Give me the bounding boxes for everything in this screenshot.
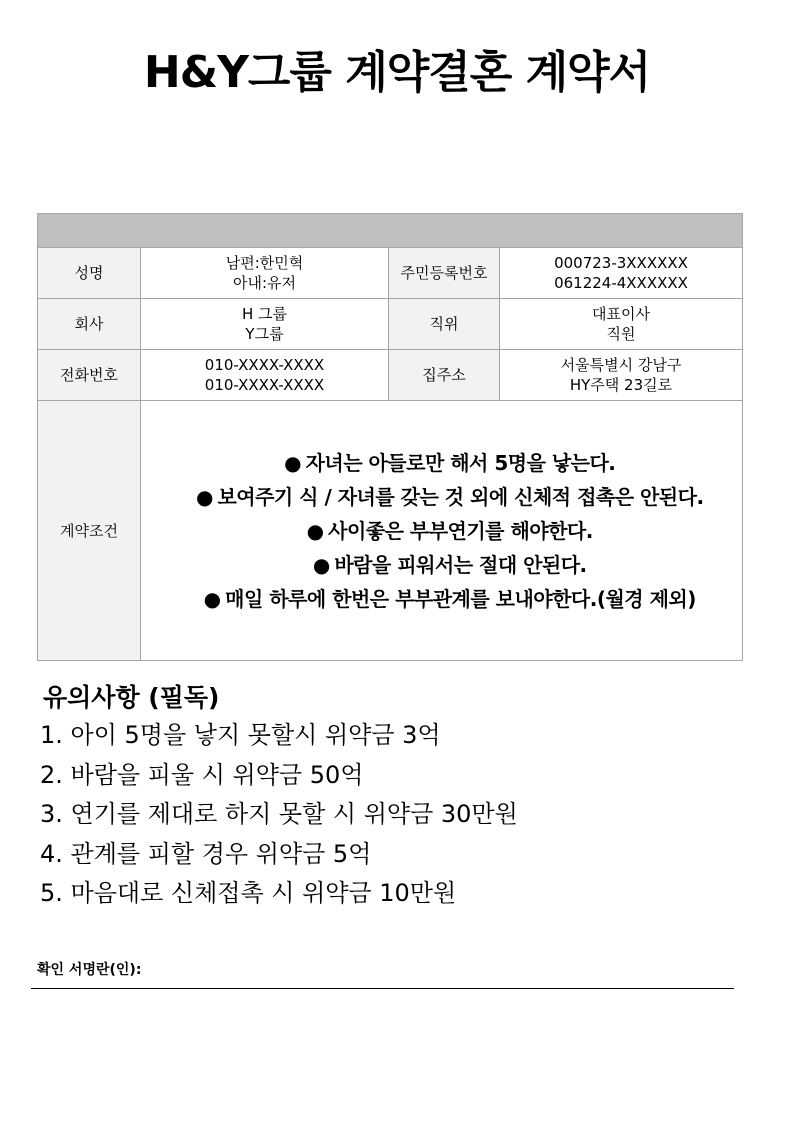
table-header-bar	[38, 214, 743, 248]
signature-line	[31, 988, 734, 989]
value-resident-number	[500, 248, 743, 299]
conditions-cell	[141, 401, 743, 661]
bullet-icon: ●	[312, 552, 330, 577]
condition-item	[157, 446, 738, 480]
note-item: 2. 바람을 피울 시 위약금 50억	[40, 760, 364, 789]
condition-text: 사이좋은 부부연기를 해야한다.	[328, 518, 593, 543]
value-position	[500, 299, 743, 350]
value-name-line-1: 남편:한민혁	[225, 254, 304, 272]
notes-list	[40, 716, 518, 914]
label-company: 회사	[38, 299, 141, 350]
label-position: 직위	[389, 299, 500, 350]
value-address-line-1: 서울특별시 강남구	[560, 356, 682, 374]
value-position-line-1: 대표이사	[592, 305, 650, 323]
value-company-line-1: H 그룹	[241, 305, 288, 323]
condition-item	[157, 582, 738, 616]
condition-text: 자녀는 아들로만 해서 5명을 낳는다.	[305, 450, 616, 475]
label-phone: 전화번호	[38, 350, 141, 401]
value-resident-number-line-1: 000723-3XXXXXX	[554, 254, 688, 272]
document-title: H&Y그룹 계약결혼 계약서	[143, 47, 651, 98]
bullet-icon: ●	[306, 518, 324, 543]
value-resident-number-line-2: 061224-4XXXXXX	[554, 274, 688, 292]
bullet-icon: ●	[284, 450, 302, 475]
condition-text: 보여주기 식 / 자녀를 갖는 것 외에 신체적 접촉은 안된다.	[217, 484, 704, 509]
value-address-line-2: HY주택 23길로	[569, 376, 673, 394]
label-resident-number: 주민등록번호	[389, 248, 500, 299]
label-address: 집주소	[389, 350, 500, 401]
value-position-line-2: 직원	[606, 325, 636, 343]
condition-text: 바람을 피워서는 절대 안된다.	[334, 552, 587, 577]
table-row-name	[38, 248, 743, 299]
condition-item	[157, 480, 738, 514]
note-item: 5. 마음대로 신체접촉 시 위약금 10만원	[40, 879, 457, 907]
notes-heading: 유의사항 (필독)	[43, 683, 220, 712]
label-conditions: 계약조건	[38, 401, 141, 661]
condition-item	[157, 548, 738, 582]
note-item: 3. 연기를 제대로 하지 못할 시 위약금 30만원	[40, 800, 518, 828]
conditions-list	[145, 446, 738, 616]
value-company-line-2: Y그룹	[245, 325, 284, 343]
value-name-line-2: 아내:유저	[232, 274, 296, 292]
note-item: 1. 아이 5명을 낳지 못할시 위약금 3억	[40, 721, 441, 749]
table-row-company	[38, 299, 743, 350]
bullet-icon: ●	[203, 586, 221, 611]
condition-item	[157, 514, 738, 548]
value-phone-line-1: 010-XXXX-XXXX	[204, 356, 325, 374]
value-address	[500, 350, 743, 401]
value-company	[141, 299, 389, 350]
label-name: 성명	[38, 248, 141, 299]
table-row-phone	[38, 350, 743, 401]
bullet-icon: ●	[195, 484, 213, 509]
value-phone	[141, 350, 389, 401]
signature-label: 확인 서명란(인):	[37, 962, 142, 978]
value-name	[141, 248, 389, 299]
table-row-conditions	[38, 401, 743, 661]
value-phone-line-2: 010-XXXX-XXXX	[204, 376, 325, 394]
contract-table	[37, 213, 743, 661]
note-item: 4. 관계를 피할 경우 위약금 5억	[40, 839, 372, 868]
condition-text: 매일 하루에 한번은 부부관계를 보내야한다.(월경 제외)	[225, 586, 696, 611]
